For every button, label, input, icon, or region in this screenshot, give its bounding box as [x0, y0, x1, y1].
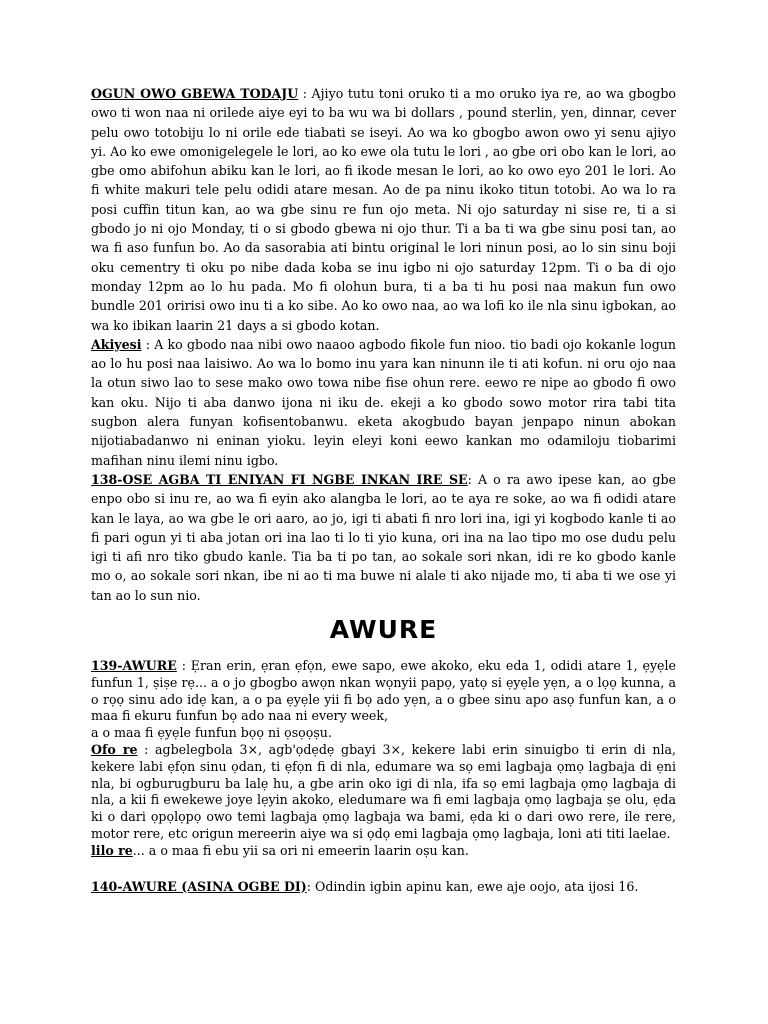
paragraph-lilo-re — [91, 843, 676, 860]
heading-ogun-owo: OGUN OWO GBEWA TODAJU — [91, 86, 299, 101]
paragraph-139 — [91, 658, 676, 742]
paragraph-text: : agbelegbola 3×, agb'ọdẹdẹ gbayi 3×, kekere labi erin sinuigbo ti erin di nla, kekere labi ẹfọn sinu ọdan, ti ẹfọn fi di nla, edumare wa sọ emi lagbaja ọmọ lagbaja di ẹni nla, bi ogburugburu ba lalẹ hu, a gbe arin oko igi di nla, ifa sọ emi lagbaja ọmọ lagbaja di nla, a kii fi ewekewe joye lẹyin akoko, eledumare wa fi emi lagbaja ọmọ lagbaja ṣe olu, ẹda ki o dari ọpọlọpọ owo temi lagbaja ọmọ lagbaja wa bami, ẹda ki o dari owo rere, ile rere, motor rere, etc origun mereerin aiye wa si ọdọ emi lagbaja ọmọ lagbaja, loni ati titi laelae. — [91, 742, 676, 841]
paragraph-text: : A ko gbodo naa nibi owo naaoo agbodo fikole fun nioo. tio badi ojo kokanle logun ao lo hu posi naa laisiwo. Ao wa lo bomo inu yara kan ninunn ile ti ati kofun. ni oru ojo naa la otun siwo lao to sese mako owo towa nibe fise ohun rere. eewo re nipe ao gbodo fi owo kan oku. Nijo ti aba danwo ijona ni iku de. ekeji a ko gbodo sowo motor rira tabi tita sugbon alera funyan kofisentobanwu. eketa akogbudo bayan jenpapo ninun abokan nijotiabadanwo ni eninan yioku. leyin eleyi koni eewo kankan mo odamiloju tiobarimi mafihan ninu ilemi ninu igbo. — [91, 336, 676, 468]
paragraph-text: ... a o maa fi ebu yii sa ori ni emeerin laarin oṣu kan. — [132, 842, 469, 858]
paragraph-text: : Odindin igbin apinu kan, ewe aje oojo, ata ijosi 16. — [306, 878, 639, 894]
paragraph-text: : A o ra awo ipese kan, ao gbe enpo obo si inu re, ao wa fi eyin ako alangba le lori, ao te aya re soke, ao wa fi odidi atare kan le laya, ao wa gbe le ori aaro, ao jo, igi ti abati fi nro lori ina, igi yi kogbodo kanle ti ao fi pari ogun yi ti aba jotan ori ina lao ti lo ti yio kuna, ori ina na lao tipo mo ose dudu pelu igi ti afi nro tiko gbudo kanle. Tia ba ti po tan, ao sokale sori nkan, idi re ko gbodo kanle mo o, ao sokale sori nkan, ibe ni ao ti ma buwe ni alale ti ako nijade mo, ti aba ti we ose yi tan ao lo sun nio. — [91, 471, 676, 603]
section-title-awure: AWURE — [329, 615, 438, 645]
heading-akiyesi: Akiyesi — [91, 336, 142, 352]
paragraph-text: : Ajiyo tutu toni oruko ti a mo oruko iya re, ao wa gbogbo owo ti won naa ni orilede aiye eyi to ba wu wa bi dollars , pound sterlin, yen, dinnar, cever pelu owo totobiju lo ni orile ede tiabati se iseyi. Ao wa ko gbogbo awon owo yi senu ajiyo yi. Ao ko ewe omonigelegele le lori, ao ko ewe ola tutu le lori , ao gbe ori obo kan le lori, ao gbe omo abifohun abiku kan le lori, ao fi ikode mesan le lori, ao ko owo eyo 201 le lori. Ao fi white makuri tele pelu odidi atare mesan. Ao de pa ninu ikoko titun totobi. Ao wa lo ra posi cuffin titun kan, ao wa gbe sinu re fun ojo meta. Ni ojo saturday ni sise re, ti a si gbodo jo ni ojo Monday, ti o si gbodo gbewa ni ojo thur. Ti a ba ti wa gbe sinu posi tan, ao wa fi aso funfun bo. Ao da sasorabia ati bintu original le lori ninun posi, ao lo sin sinu boji oku cementry ti oku po nibe dada koba se inu igbo ni ojo saturday 12pm. Ti o ba di ojo monday 12pm ao lo hu pada. Mo fi olohun bura, ti a ba ti hu posi naa makun fun owo bundle 201 oririsi owo inu ti a ko sibe. Ao ko owo naa, ao wa lofi ko ile nla sinu igbokan, ao wa ko ibikan laarin 21 days a si gbodo kotan. — [91, 86, 676, 333]
spacer — [91, 860, 676, 879]
heading-139: 139-AWURE — [91, 658, 177, 674]
paragraph-ogun-owo — [91, 84, 676, 335]
paragraph-140 — [91, 879, 676, 896]
document-page — [91, 84, 676, 895]
paragraph-138 — [91, 470, 676, 605]
heading-138: 138-OSE AGBA TI ENIYAN FI NGBE INKAN IRE SE — [91, 471, 468, 487]
paragraph-akiyesi — [91, 335, 676, 470]
paragraph-ofo-re — [91, 742, 676, 843]
heading-lilo-re: lilo re — [91, 842, 133, 858]
heading-ofo-re: Ofo re — [91, 742, 138, 757]
paragraph-text: : Ẹran erin, ẹran ẹfọn, ewe sapo, ewe akoko, eku eda 1, odidi atare 1, ẹyẹle funfun 1, ṣiṣe rẹ... a o jo gbogbo awọn nkan wọnyii papọ, yatọ si ẹyẹle yẹn, a o lọọ kunna, a o rọọ sinu ado idẹ kan, a o pa ẹyẹle yii fi bọ ado yẹn, a o gbee sinu apo asọ funfun kan, a o maa fi ekuru funfun bọ ado naa ni every week, — [91, 658, 676, 724]
paragraph-line: a o maa fi ẹyẹle funfun bọọ ni ọsọọṣu. — [91, 725, 332, 741]
heading-140: 140-AWURE (ASINA OGBE DI) — [91, 878, 307, 894]
